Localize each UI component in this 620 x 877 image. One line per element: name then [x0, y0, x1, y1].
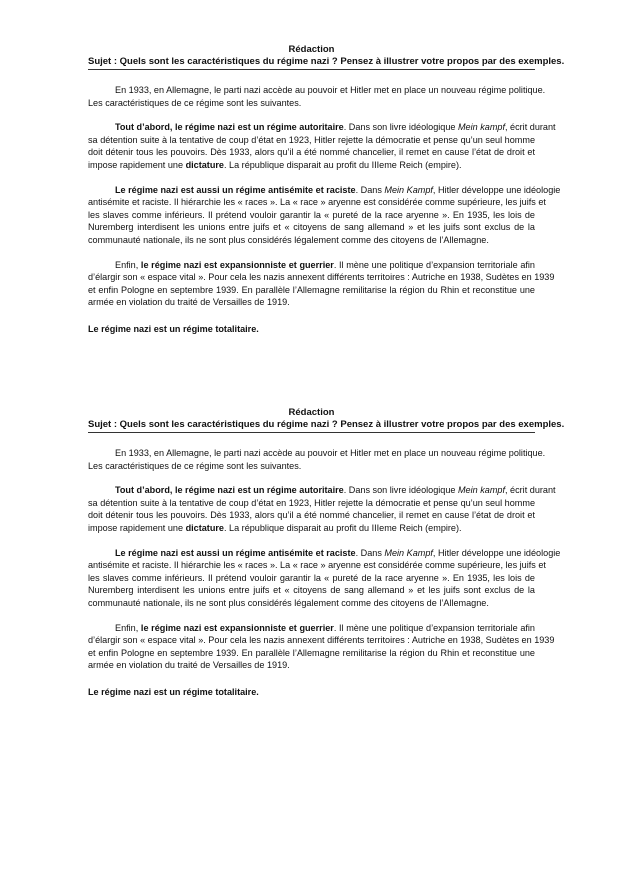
- paragraph-authoritarian: [88, 484, 556, 534]
- paragraph-line: Enfin, le régime nazi est expansionniste et guerrier. Il mène une politique d’expansion territoriale afin: [115, 259, 535, 270]
- essay-title: Rédaction: [288, 407, 335, 418]
- paragraph-line: doit détenir tous les pouvoirs. Dès 1933, alors qu’il a été nommé chancelier, il remet en cause l’état de droit et: [88, 510, 535, 521]
- paragraph-line: Tout d’abord, le régime nazi est un régime autoritaire. Dans son livre idéologique Mein kampf, écrit durant: [115, 485, 556, 496]
- essay-title: Rédaction: [288, 44, 335, 55]
- essay-subject: Sujet : Quels sont les caractéristiques du régime nazi ? Pensez à illustrer votre propos par des exemples.: [88, 419, 535, 433]
- paragraph-line: impose rapidement une dictature. La république disparait au profit du IIIeme Reich (empire).: [88, 522, 462, 533]
- paragraph-line: antisémite et raciste. Il hiérarchie les « races ». La « race » aryenne est considérée comme supérieure, les juifs et: [88, 197, 546, 208]
- essay-subject: Sujet : Quels sont les caractéristiques du régime nazi ? Pensez à illustrer votre propos par des exemples.: [88, 56, 535, 70]
- intro-line: En 1933, en Allemagne, le parti nazi accède au pouvoir et Hitler met en place un nouveau régime politique.: [115, 448, 546, 458]
- key-idea: Le régime nazi est aussi un régime antisémite et raciste: [115, 184, 356, 195]
- key-idea: le régime nazi est expansionniste et guerrier: [140, 622, 334, 633]
- paragraph-line: Tout d’abord, le régime nazi est un régime autoritaire. Dans son livre idéologique Mein kampf, écrit durant: [115, 122, 556, 133]
- key-term: dictature: [185, 159, 224, 170]
- paragraph-line: les slaves comme inférieurs. Il prétend vouloir garantir la « pureté de la race aryenne ». En 1935, les lois de: [88, 572, 535, 583]
- book-title: Mein Kampf: [384, 184, 433, 195]
- paragraph-racist: [88, 547, 561, 610]
- paragraph-line: et enfin Pologne en septembre 1939. En parallèle l’Allemagne remilitarise la région du Rhin et reconstitue une: [88, 647, 535, 658]
- key-idea: le régime nazi est expansionniste et guerrier: [140, 259, 334, 270]
- paragraph-line: d’élargir son « espace vital ». Pour cela les nazis annexent différents territoires : Autriche en 1938, Sudètes en 1939: [88, 635, 555, 646]
- paragraph-line: Le régime nazi est aussi un régime antisémite et raciste. Dans Mein Kampf, Hitler développe une idéologie: [115, 184, 561, 195]
- essay-copy-1: [88, 44, 565, 335]
- key-idea: Le régime nazi est aussi un régime antisémite et raciste: [115, 547, 356, 558]
- book-title: Mein kampf: [457, 485, 505, 496]
- intro-paragraph: [88, 447, 546, 472]
- paragraph-line: Nuremberg interdisent les unions entre juifs et « citoyens de sang allemand » et les juifs sont exclus de la: [88, 222, 535, 233]
- paragraph-line: Enfin, le régime nazi est expansionniste et guerrier. Il mène une politique d’expansion territoriale afin: [115, 622, 535, 633]
- essay-conclusion: Le régime nazi est un régime totalitaire.: [88, 686, 259, 697]
- intro-paragraph: [88, 84, 546, 109]
- paragraph-line: et enfin Pologne en septembre 1939. En parallèle l’Allemagne remilitarise la région du Rhin et reconstitue une: [88, 284, 535, 295]
- key-term: dictature: [185, 522, 224, 533]
- intro-line: Les caractéristiques de ce régime sont les suivantes.: [88, 97, 302, 108]
- intro-line: Les caractéristiques de ce régime sont les suivantes.: [88, 460, 302, 471]
- paragraph-expansionist: [88, 259, 555, 309]
- book-title: Mein Kampf: [384, 547, 433, 558]
- paragraph-line: armée en violation du traité de Versailles de 1919.: [88, 297, 290, 308]
- book-title: Mein kampf: [457, 122, 505, 133]
- paragraph-line: armée en violation du traité de Versailles de 1919.: [88, 660, 290, 671]
- paragraph-line: impose rapidement une dictature. La république disparait au profit du IIIeme Reich (empire).: [88, 159, 462, 170]
- essay-copy-2: [88, 407, 565, 698]
- intro-line: En 1933, en Allemagne, le parti nazi accède au pouvoir et Hitler met en place un nouveau régime politique.: [115, 85, 546, 95]
- paragraph-line: doit détenir tous les pouvoirs. Dès 1933, alors qu’il a été nommé chancelier, il remet en cause l’état de droit et: [88, 147, 535, 158]
- essay-conclusion: Le régime nazi est un régime totalitaire.: [88, 323, 259, 334]
- paragraph-line: communauté nationale, ils ne sont plus considérés légalement comme des citoyens de l’Allemagne.: [88, 597, 489, 608]
- paragraph-line: communauté nationale, ils ne sont plus considérés légalement comme des citoyens de l’Allemagne.: [88, 234, 489, 245]
- paragraph-line: sa détention suite à la tentative de coup d’état en 1923, Hitler rejette la démocratie et pense qu’un seul homme: [88, 134, 535, 145]
- paragraph-expansionist: [88, 622, 555, 672]
- key-idea: Tout d’abord, le régime nazi est un régime autoritaire: [115, 485, 344, 496]
- paragraph-authoritarian: [88, 121, 556, 171]
- paragraph-line: d’élargir son « espace vital ». Pour cela les nazis annexent différents territoires : Autriche en 1938, Sudètes en 1939: [88, 272, 555, 283]
- paragraph-line: antisémite et raciste. Il hiérarchie les « races ». La « race » aryenne est considérée comme supérieure, les juifs et: [88, 560, 546, 571]
- paragraph-line: sa détention suite à la tentative de coup d’état en 1923, Hitler rejette la démocratie et pense qu’un seul homme: [88, 497, 535, 508]
- paragraph-line: Le régime nazi est aussi un régime antisémite et raciste. Dans Mein Kampf, Hitler développe une idéologie: [115, 547, 561, 558]
- paragraph-line: Nuremberg interdisent les unions entre juifs et « citoyens de sang allemand » et les juifs sont exclus de la: [88, 585, 535, 596]
- paragraph-line: les slaves comme inférieurs. Il prétend vouloir garantir la « pureté de la race aryenne ». En 1935, les lois de: [88, 209, 535, 220]
- paragraph-racist: [88, 184, 561, 247]
- key-idea: Tout d’abord, le régime nazi est un régime autoritaire: [115, 122, 344, 133]
